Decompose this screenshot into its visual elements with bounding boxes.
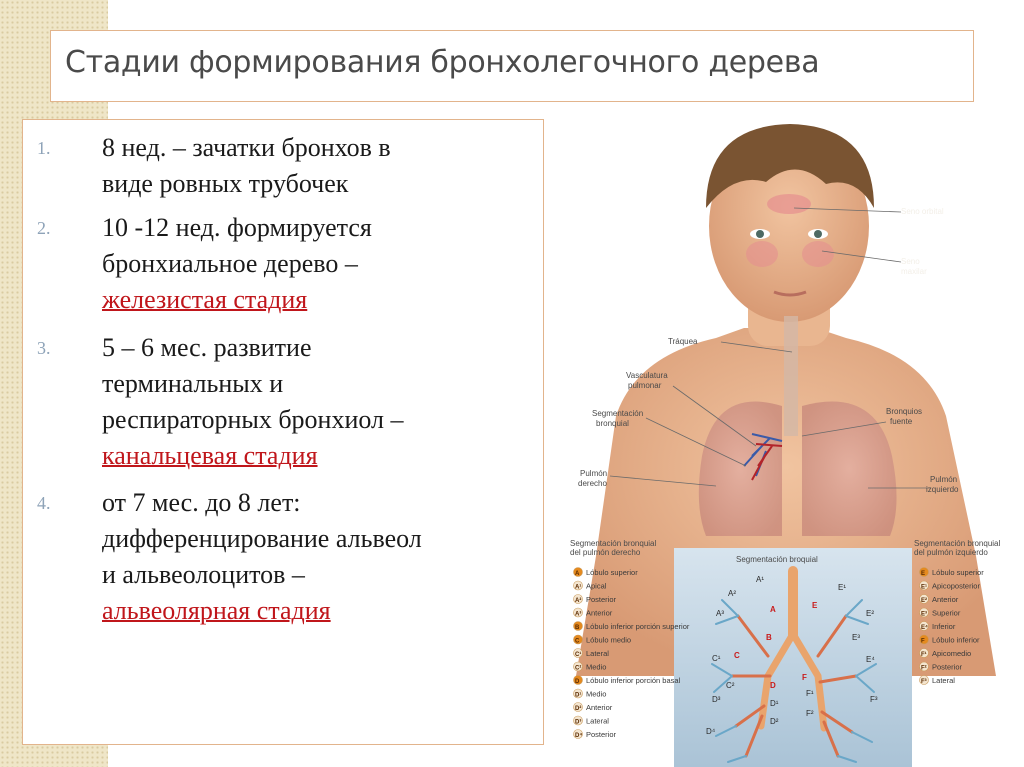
legend-key: C² bbox=[575, 665, 582, 672]
legend-text: Apicoposterior bbox=[932, 581, 980, 591]
tree-label: D² bbox=[770, 717, 779, 726]
list-line: виде ровных трубочек bbox=[102, 169, 349, 198]
list-line: 5 – 6 мес. развитие bbox=[102, 333, 312, 362]
eye-shape bbox=[756, 230, 764, 238]
text-box bbox=[22, 119, 544, 745]
legend-key: A bbox=[575, 571, 580, 577]
legend-text: Medio bbox=[586, 689, 607, 699]
list-line: респираторных бронхиол – bbox=[102, 405, 404, 434]
list-line: 10 -12 нед. формируется bbox=[102, 213, 372, 242]
label-seno-maxilar: Seno bbox=[901, 257, 920, 266]
legend-text: Lateral bbox=[586, 649, 609, 658]
list-number: 1. bbox=[37, 138, 51, 158]
tree-label: F² bbox=[806, 709, 814, 718]
tree-label: C² bbox=[726, 681, 735, 690]
panel-title: Segmentación broquial bbox=[736, 555, 818, 564]
tree-label: B bbox=[766, 633, 772, 642]
legend-text: Lóbulo superior bbox=[586, 568, 638, 577]
list-number: 4. bbox=[37, 493, 51, 513]
legend-key: F bbox=[921, 638, 925, 645]
list-text bbox=[102, 330, 404, 474]
legend-title-left: Segmentación bronquial bbox=[914, 539, 1001, 548]
legend-key: D⁴ bbox=[575, 733, 583, 739]
list-line: дифференцирование альвеол bbox=[102, 524, 422, 553]
legend-title-right: Segmentación bronquial bbox=[570, 539, 657, 548]
legend-text: Medio bbox=[586, 662, 607, 672]
legend-key: E⁴ bbox=[921, 625, 928, 631]
eye-shape bbox=[814, 230, 822, 238]
tree-label: A² bbox=[728, 589, 736, 598]
stage-link[interactable]: альвеолярная стадия bbox=[102, 596, 331, 625]
label-pulmon-izquierdo: Pulmón bbox=[930, 475, 958, 484]
list-number: 2. bbox=[37, 218, 51, 238]
stage-link[interactable]: канальцевая стадия bbox=[102, 441, 318, 470]
legend-key: E³ bbox=[921, 611, 927, 618]
label-pulmon-derecho: Pulmón bbox=[580, 469, 608, 478]
legend-text: Lateral bbox=[932, 676, 955, 685]
list-text bbox=[102, 485, 422, 629]
tree-label: C bbox=[734, 651, 740, 660]
sinus-shape bbox=[746, 241, 778, 267]
label-segmentacion: Segmentación bbox=[592, 409, 644, 418]
legend-key: C bbox=[575, 638, 580, 645]
list-line: терминальных и bbox=[102, 369, 284, 398]
legend-title-right: del pulmón derecho bbox=[570, 548, 641, 557]
legend-key: F³ bbox=[921, 679, 927, 685]
tree-label: D bbox=[770, 681, 776, 690]
legend-key: E² bbox=[921, 598, 927, 604]
legend-text: Lóbulo medio bbox=[586, 635, 632, 645]
legend-key: F¹ bbox=[921, 652, 927, 658]
list-text bbox=[102, 130, 391, 202]
tree-label: A³ bbox=[716, 609, 724, 618]
label-bronquios: fuente bbox=[890, 417, 913, 426]
legend-text: Lóbulo inferior bbox=[932, 635, 980, 645]
label-bronquios: Bronquios bbox=[886, 407, 923, 416]
legend-text: Lóbulo inferior porción basal bbox=[586, 676, 681, 685]
list-text bbox=[102, 210, 372, 318]
list-number: 3. bbox=[37, 338, 51, 358]
list-line: от 7 мес. до 8 лет: bbox=[102, 488, 301, 517]
tree-label: E² bbox=[866, 609, 874, 618]
tree-label: D³ bbox=[712, 695, 721, 704]
legend-key: C¹ bbox=[575, 652, 582, 658]
legend-key: D² bbox=[575, 706, 582, 712]
legend-text: Lateral bbox=[586, 716, 609, 726]
stage-link[interactable]: железистая стадия bbox=[102, 285, 308, 314]
label-vasculatura: Vasculatura bbox=[626, 371, 668, 380]
slide-title: Стадии формирования бронхолегочного дерева bbox=[65, 45, 820, 80]
legend-text: Apical bbox=[586, 581, 607, 591]
label-pulmon-derecho: derecho bbox=[578, 479, 607, 488]
legend-text: Inferior bbox=[932, 622, 956, 631]
tree-label: E bbox=[812, 601, 818, 610]
tree-label: C¹ bbox=[712, 654, 721, 663]
legend-text: Anterior bbox=[586, 608, 613, 618]
legend-text: Lóbulo superior bbox=[932, 568, 984, 577]
tree-label: D⁴ bbox=[706, 727, 716, 736]
label-seno-maxilar: maxilar bbox=[901, 267, 927, 276]
label-seno-orbital: Seno orbital bbox=[901, 207, 944, 216]
trachea-shape bbox=[784, 316, 798, 436]
label-pulmon-izquierdo: izquierdo bbox=[926, 485, 959, 494]
legend-text: Posterior bbox=[932, 662, 963, 672]
tree-label: E⁴ bbox=[866, 655, 875, 664]
legend-key: D bbox=[575, 679, 580, 685]
legend-key: A² bbox=[575, 598, 582, 604]
tree-label: A bbox=[770, 605, 776, 614]
label-segmentacion: bronquial bbox=[596, 419, 629, 428]
tree-label: E³ bbox=[852, 633, 860, 642]
legend-title-left: del pulmón izquierdo bbox=[914, 548, 988, 557]
sinus-shape bbox=[802, 241, 834, 267]
label-traquea: Tráquea bbox=[668, 337, 698, 346]
legend-key: F² bbox=[921, 665, 927, 672]
tree-label: A¹ bbox=[756, 575, 764, 584]
sinus-shape bbox=[767, 194, 811, 214]
label-vasculatura: pulmonar bbox=[628, 381, 662, 390]
legend-text: Anterior bbox=[932, 595, 959, 604]
legend-text: Superior bbox=[932, 608, 961, 618]
list-line: бронхиальное дерево – bbox=[102, 249, 358, 278]
legend-key: A¹ bbox=[575, 584, 582, 591]
tree-label: F³ bbox=[870, 695, 878, 704]
legend-key: B bbox=[575, 625, 580, 631]
legend-text: Lóbulo inferior porción superior bbox=[586, 622, 690, 631]
tree-label: F¹ bbox=[806, 689, 814, 698]
legend-text: Posterior bbox=[586, 730, 617, 739]
tree-label: D¹ bbox=[770, 699, 779, 708]
legend-key: A³ bbox=[575, 611, 582, 618]
legend-key: D³ bbox=[575, 719, 582, 726]
anatomy-illustration bbox=[556, 116, 1024, 767]
title-box bbox=[50, 30, 974, 102]
legend-key: E bbox=[921, 571, 926, 577]
legend-text: Anterior bbox=[586, 703, 613, 712]
tree-label: F bbox=[802, 673, 807, 682]
list-line: и альвеолоцитов – bbox=[102, 560, 305, 589]
legend-text: Apicomedio bbox=[932, 649, 972, 658]
legend-key: D¹ bbox=[575, 692, 582, 699]
legend-text: Posterior bbox=[586, 595, 617, 604]
list-line: 8 нед. – зачатки бронхов в bbox=[102, 133, 391, 162]
legend-key: E¹ bbox=[921, 584, 927, 591]
tree-label: E¹ bbox=[838, 583, 846, 592]
